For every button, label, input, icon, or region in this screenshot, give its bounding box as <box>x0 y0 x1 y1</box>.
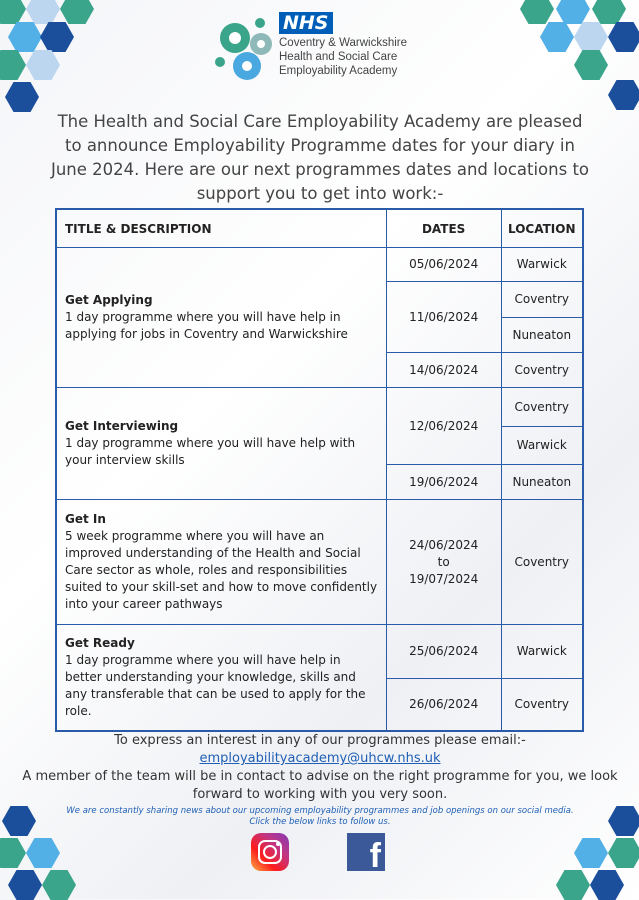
intro-text: The Health and Social Care Employability Academy are pleased to announce Employability Programme dates for your diary in June 2024. Here are our next programmes dates and locations to support you to get into work:- <box>50 112 590 203</box>
facebook-glyph: f <box>369 837 381 871</box>
gears-icon <box>213 10 279 85</box>
social-text: We are constantly sharing news about our upcoming employability programmes and job openings on our social media. <box>66 806 574 816</box>
location-cell: Coventry <box>501 388 583 427</box>
table-header <box>56 209 583 248</box>
programme-cell <box>56 388 386 500</box>
header-location: LOCATION <box>501 209 583 248</box>
date-cell: 05/06/2024 <box>386 248 501 282</box>
date-cell: 12/06/2024 <box>386 388 501 465</box>
programme-title: Get Ready <box>65 635 135 650</box>
instagram-icon[interactable] <box>251 833 289 871</box>
location-cell: Coventry <box>501 679 583 731</box>
date-cell <box>386 500 501 625</box>
table-row <box>56 625 583 679</box>
programme-title: Get In <box>65 512 106 526</box>
programme-title: Get Applying <box>65 293 153 307</box>
logo-line: Coventry & Warwickshire <box>279 37 408 49</box>
end-date: 19/07/2024 <box>409 571 479 586</box>
location-cell: Nuneaton <box>501 318 583 353</box>
followup-text: A member of the team will be in contact to advise on the right programme for you, we look forward to working with you very soon. <box>22 769 618 802</box>
date-cell: 26/06/2024 <box>386 679 501 731</box>
programme-desc: 5 week programme where you will have an improved understanding of the Health and Social Care sector as whole, roles and responsibilities suited to your skill-set and how to move confidently into your career pathways <box>65 529 378 611</box>
contact-text: To express an interest in any of our programmes please email:- <box>114 733 526 748</box>
table-row <box>56 248 583 282</box>
date-cell: 19/06/2024 <box>386 465 501 500</box>
programme-desc: 1 day programme where you will have help in applying for jobs in Coventry and Warwickshire <box>65 310 348 341</box>
location-cell: Coventry <box>501 500 583 625</box>
email-link[interactable]: employabilityacademy@uhcw.nhs.uk <box>199 751 441 766</box>
footer <box>20 732 620 828</box>
academy-logo <box>213 10 428 85</box>
facebook-icon[interactable] <box>347 833 385 871</box>
programme-title: Get Interviewing <box>65 419 179 433</box>
header-dates: DATES <box>386 209 501 248</box>
logo-line: Health and Social Care <box>279 51 398 63</box>
location-cell: Coventry <box>501 353 583 388</box>
location-cell: Warwick <box>501 427 583 465</box>
nhs-badge: NHS <box>279 12 333 34</box>
location-cell: Coventry <box>501 282 583 318</box>
programme-table <box>55 208 584 732</box>
logo-line: Employability Academy <box>279 65 398 77</box>
date-cell: 25/06/2024 <box>386 625 501 679</box>
table-row <box>56 388 583 427</box>
date-cell: 11/06/2024 <box>386 282 501 353</box>
location-cell: Warwick <box>501 625 583 679</box>
programme-desc: 1 day programme where you will have help in better understanding your knowledge, skills and any transferable that can be used to apply for the role. <box>65 652 366 718</box>
programme-cell <box>56 248 386 388</box>
programme-cell <box>56 625 386 731</box>
programme-cell <box>56 500 386 625</box>
location-cell: Nuneaton <box>501 465 583 500</box>
start-date: 24/06/2024 <box>409 537 479 552</box>
header-title: TITLE & DESCRIPTION <box>56 209 386 248</box>
date-separator: to <box>437 554 450 569</box>
date-cell: 14/06/2024 <box>386 353 501 388</box>
table-row <box>56 500 583 625</box>
location-cell: Warwick <box>501 248 583 282</box>
programme-desc: 1 day programme where you will have help with your interview skills <box>65 436 356 467</box>
social-cta: Click the below links to follow us. <box>249 817 391 827</box>
